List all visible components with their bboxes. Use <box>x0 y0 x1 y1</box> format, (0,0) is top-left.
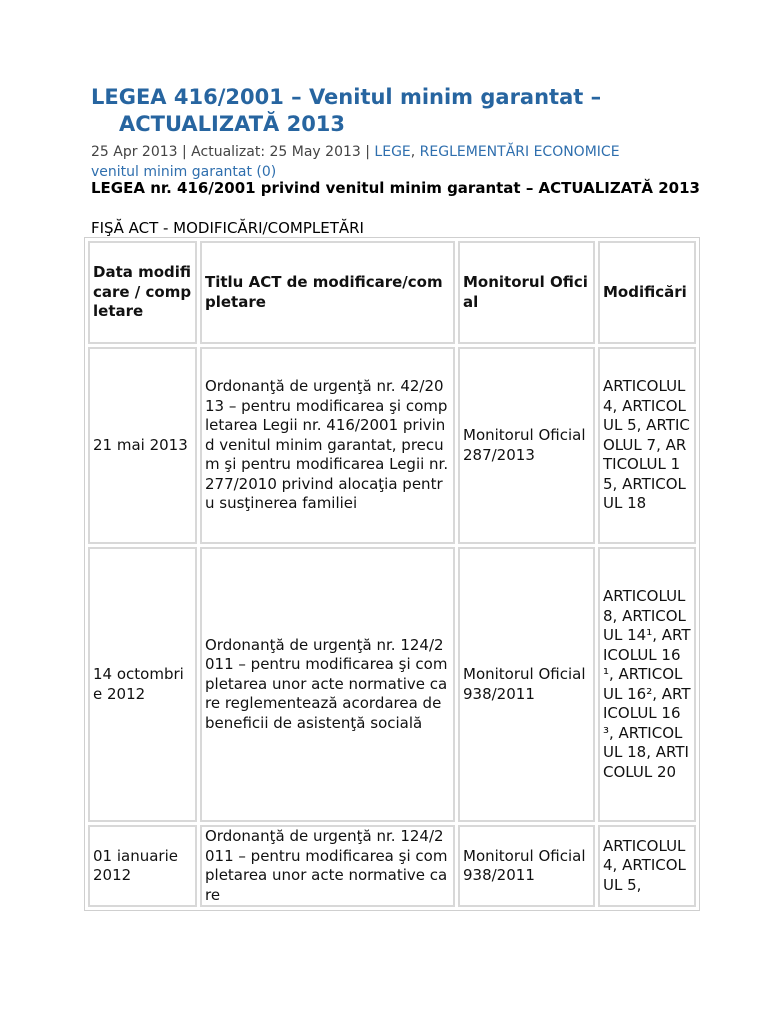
modifications-table <box>84 237 700 911</box>
table-row <box>88 825 696 907</box>
article-meta <box>91 142 711 182</box>
cell-date: 01 ianuarie 2012 <box>88 825 197 907</box>
cell-changes: ARTICOLUL 8, ARTICOLUL 14¹, ARTICOLUL 16¹, ARTICOLUL 16², ARTICOLUL 16³, ARTICOLUL 18, ARTICOLUL 20 <box>598 547 696 822</box>
table-row <box>88 547 696 822</box>
header-act-title: Titlu ACT de modificare/completare <box>200 241 455 344</box>
cell-changes: ARTICOLUL 4, ARTICOLUL 5, <box>598 825 696 907</box>
law-subtitle: LEGEA nr. 416/2001 privind venitul minim garantat – ACTUALIZATĂ 2013 <box>91 179 700 197</box>
title-line-1: LEGEA 416/2001 – Venitul minim garantat – <box>91 85 602 109</box>
header-changes: Modificări <box>598 241 696 344</box>
category-link-lege[interactable]: LEGE <box>374 144 411 160</box>
category-separator: , <box>410 144 420 160</box>
category-link-reglementari[interactable]: REGLEMENTĂRI ECONOMICE <box>419 144 620 160</box>
table-row <box>88 347 696 544</box>
page-title <box>91 84 711 138</box>
cell-act-title: Ordonanţă de urgenţă nr. 124/2011 – pentru modificarea şi completarea unor acte normative care <box>200 825 455 907</box>
table-header-row <box>88 241 696 344</box>
section-heading: FIŞĂ ACT - MODIFICĂRI/COMPLETĂRI <box>91 219 364 237</box>
comments-link[interactable]: venitul minim garantat (0) <box>91 164 277 180</box>
cell-date: 21 mai 2013 <box>88 347 197 544</box>
cell-act-title: Ordonanţă de urgenţă nr. 124/2011 – pentru modificarea şi completarea unor acte normative care reglementează acordarea de beneficii de asistenţă socială <box>200 547 455 822</box>
cell-changes: ARTICOLUL 4, ARTICOLUL 5, ARTICOLUL 7, ARTICOLUL 15, ARTICOLUL 18 <box>598 347 696 544</box>
title-line-2: ACTUALIZATĂ 2013 <box>119 112 346 136</box>
cell-monitor: Monitorul Oficial 938/2011 <box>458 825 595 907</box>
cell-act-title: Ordonanţă de urgenţă nr. 42/2013 – pentru modificarea şi completarea Legii nr. 416/2001 privind venitul minim garantat, precum şi pentru modificarea Legii nr. 277/2010 privind alocaţia pentru susţinerea familiei <box>200 347 455 544</box>
cell-date: 14 octombrie 2012 <box>88 547 197 822</box>
cell-monitor: Monitorul Oficial 938/2011 <box>458 547 595 822</box>
cell-monitor: Monitorul Oficial 287/2013 <box>458 347 595 544</box>
date-info: 25 Apr 2013 | Actualizat: 25 May 2013 | <box>91 144 375 160</box>
header-date: Data modificare / completare <box>88 241 197 344</box>
header-monitor: Monitorul Oficial <box>458 241 595 344</box>
